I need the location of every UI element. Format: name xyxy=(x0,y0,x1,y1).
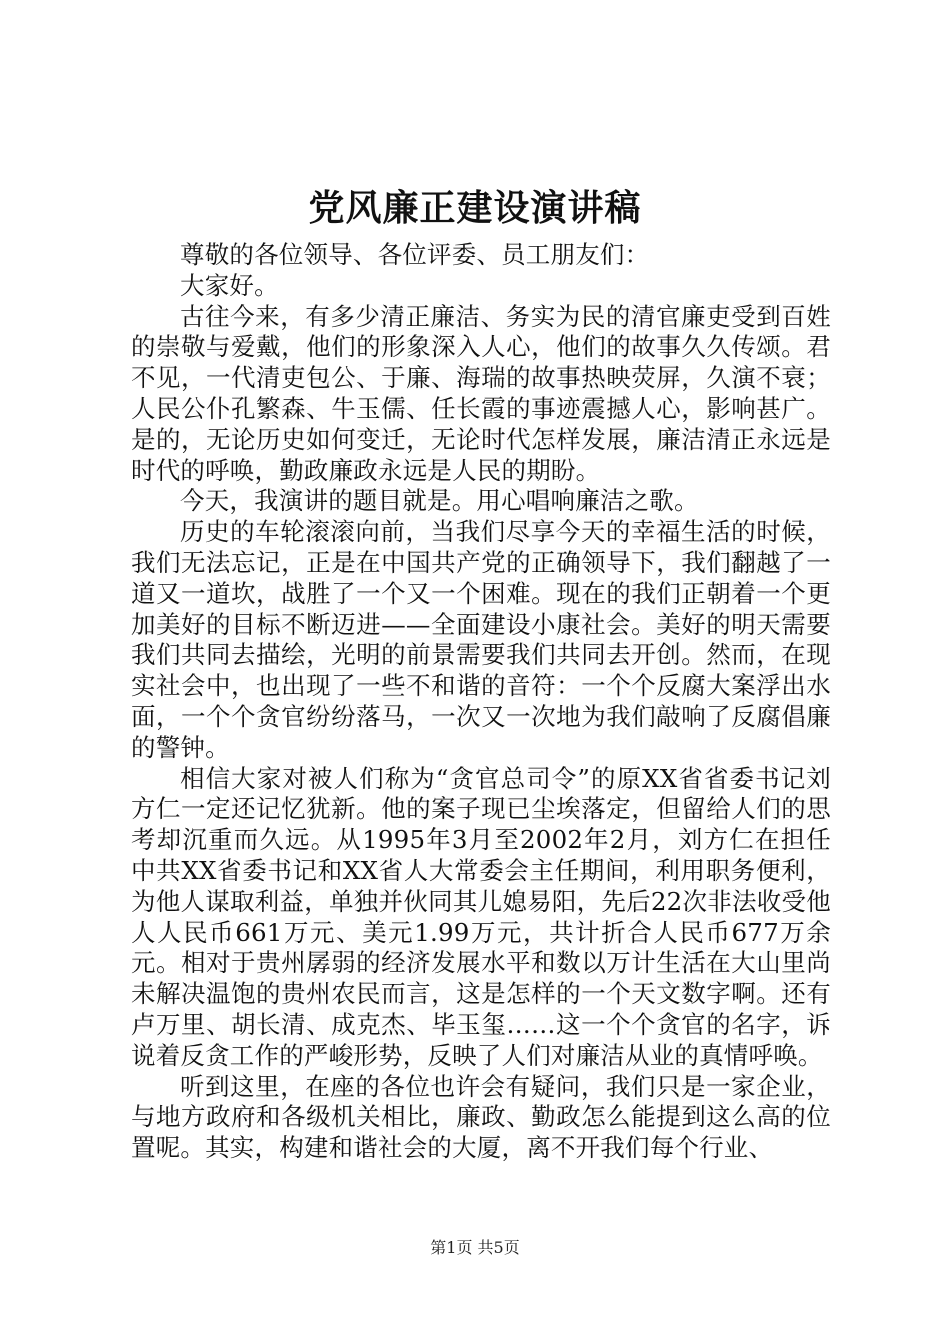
body-paragraph: 听到这里，在座的各位也许会有疑问，我们只是一家企业，与地方政府和各级机关相比，廉政、勤政怎么能提到这么高的位置呢。其实，构建和谐社会的大厦，离不开我们每个行业、 xyxy=(131,1071,831,1163)
body-paragraph: 古往今来，有多少清正廉洁、务实为民的清官廉吏受到百姓的崇敬与爱戴，他们的形象深入人心，他们的故事久久传颂。君不见，一代清吏包公、于廉、海瑞的故事热映荧屏，久演不衰；人民公仆孔繁森、牛玉儒、任长霞的事迹震撼人心，影响甚广。是的，无论历史如何变迁，无论时代怎样发展，廉洁清正永远是时代的呼唤，勤政廉政永远是人民的期盼。 xyxy=(131,301,831,485)
page-footer: 第1页 共5页 xyxy=(430,1238,520,1257)
document-body xyxy=(131,240,831,1164)
document-title: 党风廉正建设演讲稿 xyxy=(308,187,642,229)
salutation-paragraph: 尊敬的各位领导、各位评委、员工朋友们： xyxy=(180,240,650,269)
body-paragraph: 相信大家对被人们称为“贪官总司令”的原XX省省委书记刘方仁一定还记忆犹新。他的案子现已尘埃落定，但留给人们的思考却沉重而久远。从1995年3月至2002年2月，刘方仁在担任中共XX省委书记和XX省人大常委会主任期间，利用职务便利，为他人谋取利益，单独并伙同其儿媳易阳，先后22次非法收受他人人民币661万元、美元1.99万元，共计折合人民币677万余元。相对于贵州孱弱的经济发展水平和数以万计生活在大山里尚未解决温饱的贵州农民而言，这是怎样的一个天文数字啊。还有卢万里、胡长清、成克杰、毕玉玺……这一个个贪官的名字，诉说着反贪工作的严峻形势，反映了人们对廉洁从业的真情呼唤。 xyxy=(131,763,831,1070)
body-paragraph: 历史的车轮滚滚向前，当我们尽享今天的幸福生活的时候，我们无法忘记，正是在中国共产党的正确领导下，我们翻越了一道又一道坎，战胜了一个又一个困难。现在的我们正朝着一个更加美好的目标不断迈进——全面建设小康社会。美好的明天需要我们共同去描绘，光明的前景需要我们共同去开创。然而，在现实社会中，也出现了一些不和谐的音符：一个个反腐大案浮出水面，一个个贪官纷纷落马，一次又一次地为我们敲响了反腐倡廉的警钟。 xyxy=(131,517,831,762)
body-paragraph: 今天，我演讲的题目就是。用心唱响廉洁之歌。 xyxy=(180,486,699,516)
greeting-paragraph: 大家好。 xyxy=(180,270,279,300)
